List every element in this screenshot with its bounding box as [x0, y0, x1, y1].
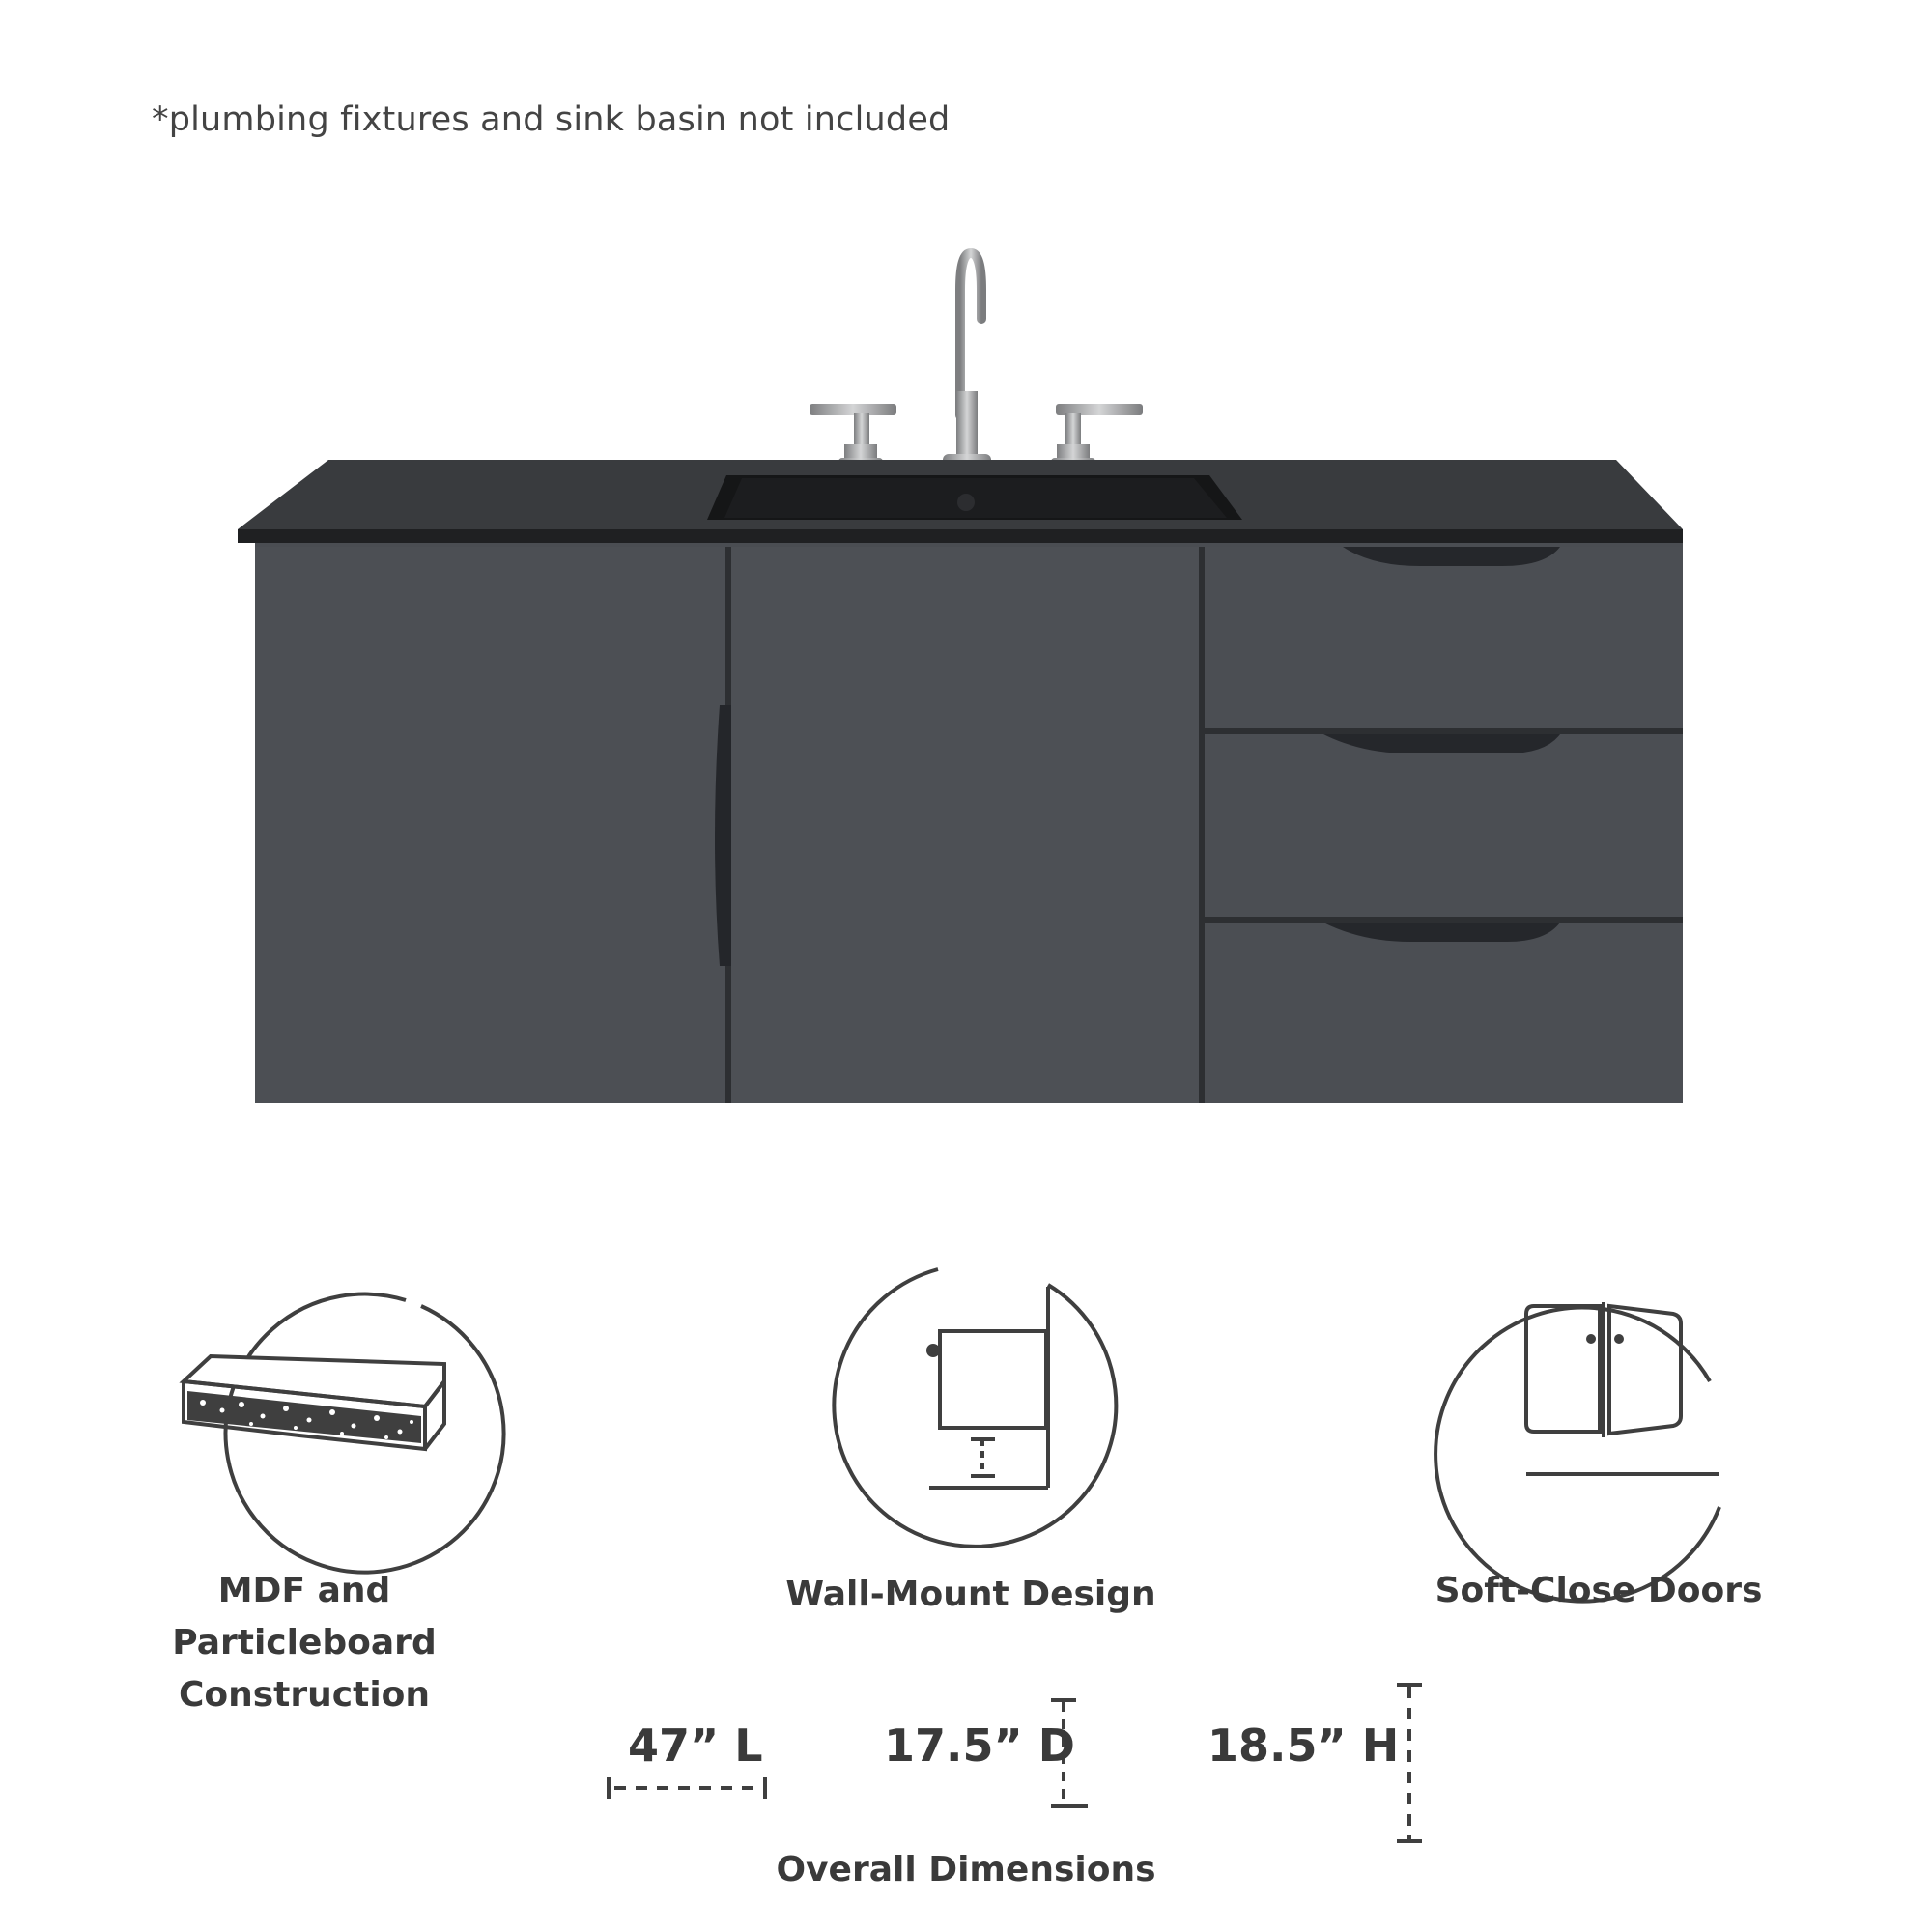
- vanity-cabinet: [255, 543, 1683, 1103]
- wall-mount-icon: [834, 1269, 1116, 1547]
- feature-label-mdf: [87, 1565, 522, 1721]
- feature-label-wall-mount: Wall-Mount Design: [785, 1575, 1156, 1614]
- height-value: 18.5” H: [1208, 1719, 1400, 1772]
- height-dimension-marker: [1397, 1685, 1422, 1841]
- feature-label-soft-close: Soft-Close Doors: [1435, 1571, 1763, 1610]
- faucet: [810, 253, 1143, 475]
- feature-label-mdf-line2: Construction: [178, 1675, 431, 1715]
- feature-label-mdf-line1: MDF and Particleboard: [172, 1571, 437, 1662]
- soft-close-doors-icon: [1435, 1302, 1719, 1602]
- countertop: [238, 460, 1683, 543]
- length-value: 47” L: [628, 1719, 763, 1772]
- length-dimension-marker: [609, 1777, 765, 1799]
- depth-value: 17.5” D: [884, 1719, 1075, 1772]
- overall-dimensions-caption: Overall Dimensions: [776, 1850, 1156, 1889]
- mdf-board-icon: [184, 1294, 504, 1573]
- disclaimer-note: *plumbing fixtures and sink basin not included: [152, 100, 951, 139]
